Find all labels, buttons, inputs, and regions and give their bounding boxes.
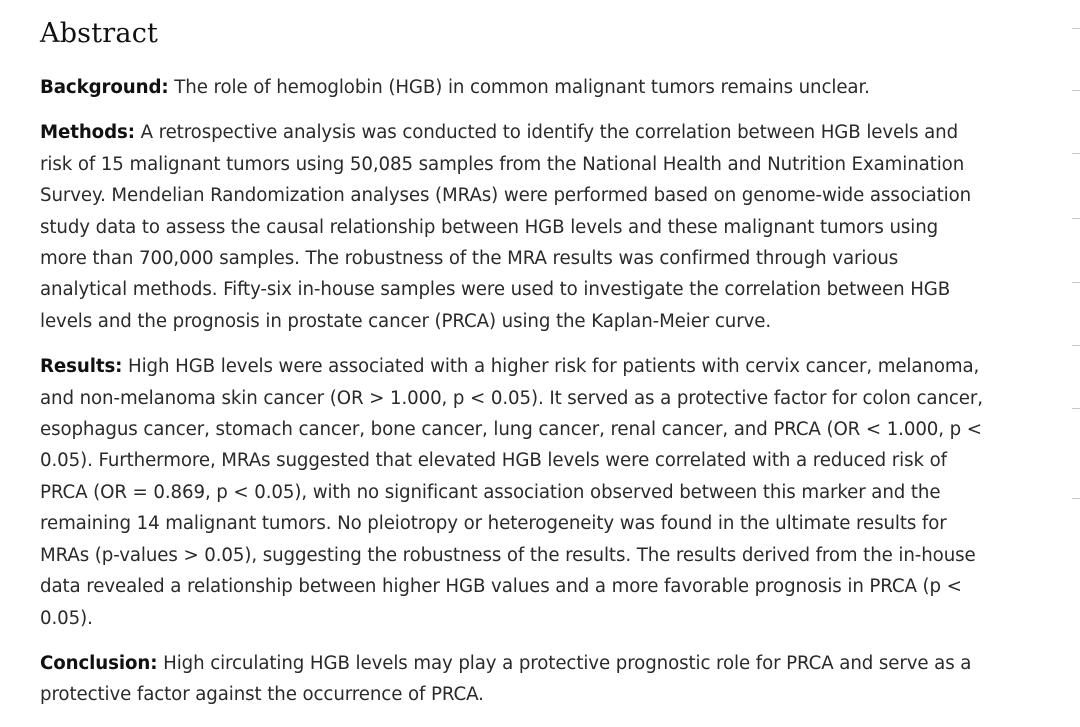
scroll-tick xyxy=(1072,282,1080,283)
scroll-tick xyxy=(1072,90,1080,91)
conclusion-paragraph xyxy=(40,648,990,711)
conclusion-text: High circulating HGB levels may play a protective prognostic role for PRCA and serve as a protective factor against the occurrence of PRCA. xyxy=(40,652,972,706)
background-paragraph xyxy=(40,72,990,103)
abstract-container xyxy=(40,14,990,725)
background-label: Background: xyxy=(40,77,169,98)
results-label: Results: xyxy=(40,356,123,378)
scroll-tick xyxy=(1072,498,1080,499)
methods-label: Methods: xyxy=(40,122,135,144)
scroll-tick xyxy=(1072,345,1080,346)
background-text: The role of hemoglobin (HGB) in common malignant tumors remains unclear. xyxy=(174,77,870,98)
scroll-tick xyxy=(1072,28,1080,29)
abstract-heading: Abstract xyxy=(40,18,159,49)
conclusion-label: Conclusion: xyxy=(40,652,158,674)
methods-text: A retrospective analysis was conducted to identify the correlation between HGB levels and risk of 15 malignant tumors using 50,085 samples from the National Health and Nutrition Examination Survey. Mendelian Randomization analyses (MRAs) were performed based on genome-wide association study data to assess the causal relationship between HGB levels and these malignant tumors using more than 700,000 samples. The robustness of the MRA results was confirmed through various analytical methods. Fifty-six in-house samples were used to investigate the correlation between HGB levels and the prognosis in prostate cancer (PRCA) using the Kaplan-Meier curve. xyxy=(40,122,972,332)
results-text: High HGB levels were associated with a higher risk for patients with cervix cancer, melanoma, and non-melanoma skin cancer (OR > 1.000, p < 0.05). It served as a protective factor for colon cancer, esophagus cancer, stomach cancer, bone cancer, lung cancer, renal cancer, and PRCA (OR < 1.000, p < 0.05). Furthermore, MRAs suggested that elevated HGB levels were correlated with a reduced risk of PRCA (OR = 0.869, p < 0.05), with no significant association observed between this marker and the remaining 14 malignant tumors. No pleiotropy or heterogeneity was found in the ultimate results for MRAs (p-values > 0.05), suggesting the robustness of the results. The results derived from the in-house data revealed a relationship between higher HGB values and a more favorable prognosis in PRCA (p < 0.05). xyxy=(40,356,983,629)
scroll-tick xyxy=(1072,218,1080,219)
scroll-tick xyxy=(1072,408,1080,409)
methods-paragraph xyxy=(40,117,990,337)
results-paragraph xyxy=(40,351,990,634)
scroll-tick xyxy=(1072,153,1080,154)
scroll-tick-track xyxy=(1070,0,1080,727)
